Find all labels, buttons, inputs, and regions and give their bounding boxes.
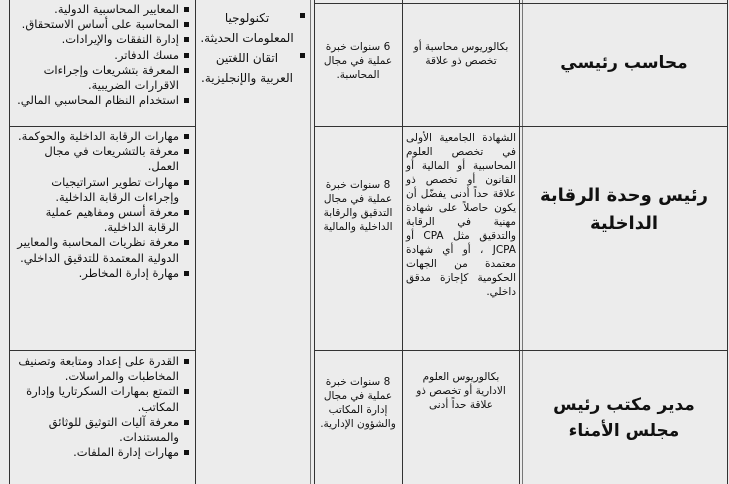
column-divider — [314, 0, 315, 484]
skill-item: معرفة آليات التوثيق للوثائق والمستندات. — [13, 415, 179, 445]
skill-item: إدارة النفقات والإيرادات. — [13, 32, 179, 47]
row-divider — [314, 3, 728, 4]
column-divider — [195, 0, 196, 484]
column-divider — [9, 0, 10, 484]
general-skill-item: اتقان اللغتين العربية والإنجليزية. — [199, 48, 295, 88]
skills-list-container — [13, 129, 191, 281]
skill-item: مهارة إدارة المخاطر. — [13, 266, 179, 281]
skill-item: مهارات تطوير استراتيجيات وإجراءات الرقابة الداخلية. — [13, 175, 179, 205]
skill-item: مهارات إدارة الملفات. — [13, 445, 179, 460]
general-skill-item: تكنولوجيا المعلومات الحديثة. — [199, 8, 295, 48]
skill-item: المعايير المحاسبية الدولية. — [13, 2, 179, 17]
skill-item: معرفة بالتشريعات في مجال العمل. — [13, 144, 179, 174]
experience-text: 8 سنوات خبرة عملية في مجال التدقيق والرقابة الداخلية والمالية — [323, 179, 393, 233]
column-divider — [310, 0, 311, 484]
experience-text: 8 سنوات خبرة عملية في مجال إدارة المكاتب والشؤون الإدارية. — [320, 376, 396, 430]
skill-item: معرفة أسس ومفاهيم عملية الرقابة الداخلية. — [13, 205, 179, 235]
row-divider — [314, 350, 728, 351]
job-title: محاسب رئيسي — [560, 53, 688, 73]
qualification-text: بكالوريوس العلوم الادارية أو تخصص ذو علاقة حداً أدنى — [416, 371, 506, 411]
row-divider — [9, 126, 195, 127]
skill-item: مهارات الرقابة الداخلية والحوكمة. — [13, 129, 179, 144]
skill-item: معرفة نظريات المحاسبة والمعايير الدولية المعتمدة للتدقيق الداخلي. — [13, 235, 179, 265]
skill-item: استخدام النظام المحاسبي المالي. — [13, 93, 179, 108]
skill-item: مسك الدفاتر. — [13, 48, 179, 63]
skill-item: القدرة على إعداد ومتابعة وتصنيف المخاطبات والمراسلات. — [13, 354, 179, 384]
skill-item: المعرفة بتشريعات وإجراءات الاقرارات الضريبية. — [13, 63, 179, 93]
column-divider — [519, 0, 520, 484]
column-divider — [402, 0, 403, 484]
job-title: رئيس وحدة الرقابة الداخلية — [540, 185, 708, 234]
column-divider — [522, 0, 523, 484]
column-divider — [727, 0, 728, 484]
row-divider — [314, 126, 728, 127]
qualification-text: بكالوريوس محاسبة أو تخصص ذو علاقة — [413, 41, 509, 67]
job-title: مدير مكتب رئيس مجلس الأمناء — [553, 395, 695, 441]
skill-item: المحاسبة على أساس الاستحقاق. — [13, 17, 179, 32]
skills-list-container — [13, 354, 191, 460]
experience-text: 6 سنوات خبرة عملية في مجال المحاسبة. — [323, 41, 393, 81]
qualification-text: الشهادة الجامعية الأولى في تخصص العلوم المحاسبية أو المالية أو القانون أو تخصص ذو علاقة حداً أدنى يفضّل أن يكون حاصلاً على شهادة مهنية في الرقابة والتدقيق مثل CPA أو JCPA ، أو أي شهادة معتمدة من الجهات الحكومية كإجازة مدقق داخلي. — [406, 132, 517, 298]
row-divider — [9, 350, 195, 351]
skills-list-container — [13, 2, 191, 108]
skill-item: التمتع بمهارات السكرتاريا وإدارة المكاتب. — [13, 384, 179, 414]
general-skills-container — [199, 8, 307, 88]
